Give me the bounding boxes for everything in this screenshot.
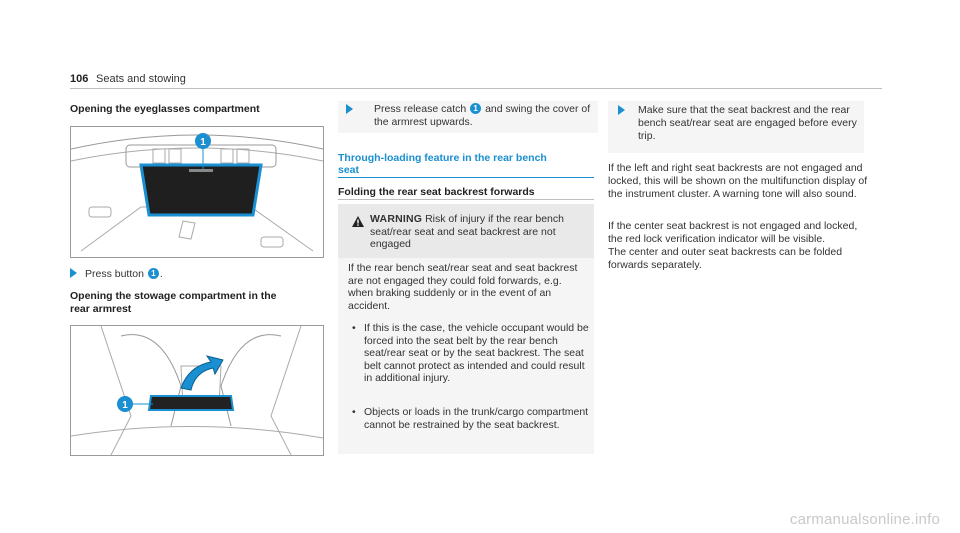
heading-stowage-compartment: Opening the stowage compartment in the rear armrest [70, 290, 277, 315]
heading-folding-backrest: Folding the rear seat backrest forwards [338, 186, 535, 198]
rear-armrest-illustration [71, 326, 323, 455]
step-arrow-icon [618, 105, 625, 115]
figure-callout-1: 1 [200, 137, 206, 148]
paragraph-fold-separately: The center and outer seat backrests can be folded forwards separately. [608, 246, 843, 271]
step-engage-backrest: Make sure that the seat backrest and the rear bench seat/rear seat are engaged before every trip. [608, 101, 864, 153]
step-arrow-icon [70, 268, 77, 278]
figure-rear-armrest [70, 325, 324, 456]
callout-badge: 1 [148, 268, 159, 279]
heading-divider [338, 199, 594, 200]
warning-triangle-icon [352, 216, 364, 227]
warning-label: WARNING [370, 213, 423, 225]
header-divider [70, 88, 882, 89]
paragraph-left-right-backrests: If the left and right seat backrests are not engaged and locked, this will be shown on the multifunction display of the instrument cluster. A warning tone will also sound. [608, 162, 868, 200]
step-arrow-icon [346, 104, 353, 114]
paragraph-center-backrest: If the center seat backrest is not engaged and locked, the red lock verification indicator will be visible. [608, 220, 858, 245]
section-title: Seats and stowing [96, 73, 186, 85]
warning-title: Risk of injury if the rear bench seat/rear seat and seat backrest are not engaged [370, 213, 564, 250]
step-press-button: Press button 1 . [70, 268, 163, 281]
step-release-catch: Press release catch 1 and swing the cover of the armrest upwards. [338, 101, 598, 133]
watermark: carmanualsonline.info [789, 511, 940, 528]
heading-eyeglasses-compartment: Opening the eyeglasses compartment [70, 103, 260, 115]
callout-badge: 1 [470, 103, 481, 114]
warning-paragraph: If the rear bench seat/rear seat and seat backrest are not engaged they could fold forwards, e.g. when braking suddenly or in the event of an accident. [348, 262, 578, 312]
page-number: 106 [70, 73, 89, 85]
figure-callout-1: 1 [122, 400, 128, 411]
heading-through-loading: Through-loading feature in the rear bench seat [338, 152, 547, 176]
warning-details: If the rear bench seat/rear seat and seat backrest are not engaged they could fold forwards, e.g. when braking suddenly or in the event of an accident. • If this is the case, the vehicle occupant would be forced into the seat belt by the rear bench seat/rear seat or by the seat backrest. The seat belt cannot protect as intended and could result in additional injury. • Objects or loads in the trunk/cargo compartment cannot be restrained by the seat backrest. [338, 258, 594, 454]
warning-box [338, 204, 594, 258]
figure-eyeglasses-compartment [70, 126, 324, 258]
eyeglasses-compartment-illustration [71, 127, 323, 257]
heading-underline [338, 177, 594, 178]
